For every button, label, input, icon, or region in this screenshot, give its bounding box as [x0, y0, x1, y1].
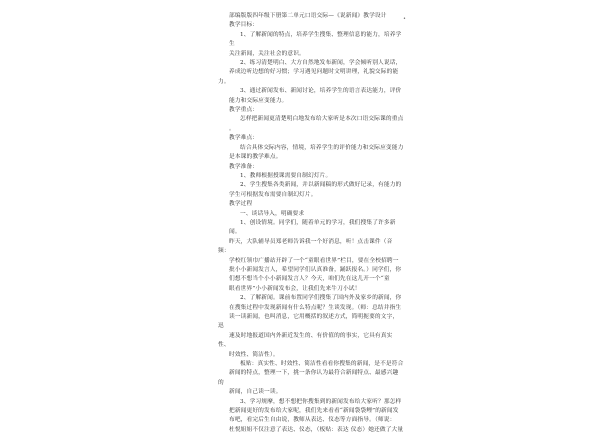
paragraph-line: 一、谈话导入，明确要求 — [240, 210, 305, 217]
paragraph-line: 学校红领巾广播站开辟了一个“童眼看世界”栏目，要在全校招聘一 — [229, 257, 399, 264]
paragraph — [218, 360, 404, 398]
paragraph — [229, 115, 404, 134]
paragraph-line: 板贴：真实性、时效性、简洁性看看你搜集的新闻，是不是符合 — [240, 361, 404, 368]
paragraph-line: 。 — [229, 125, 235, 132]
paragraph-line: 新闻，自己读一读。 — [229, 389, 282, 396]
paragraph-line: 学生可根据发布需要自制幻灯片。 — [229, 191, 317, 198]
paragraph-line: 1、教师根据授课需要自制幻灯片。 — [240, 172, 332, 179]
paragraph — [229, 181, 404, 200]
section-heading: 教学准备： — [229, 163, 259, 170]
paragraph — [218, 294, 404, 360]
document-title: 部编版版四年级下册第二单元口语交际—《说新闻》教学设计 — [229, 13, 387, 19]
paragraph — [218, 59, 404, 87]
paragraph-line: 3、通过新闻发布、新闻讨论，培养学生的语言表达能力，评价 — [240, 88, 402, 95]
paragraph-line: 速及时地报道国内外新近发生的、有价值的的事实，它具有真实性、 — [218, 332, 393, 349]
paragraph-line: 批小小新闻发言人，希望同学们认真准备，踊跃报名。）同学们，你 — [229, 266, 402, 273]
paragraph-line: 是本课的教学难点。 — [229, 154, 282, 161]
lesson-plan-body — [218, 12, 404, 435]
paragraph-line: 能力和交际应变能力。 — [229, 97, 288, 104]
paragraph-line: 杜悦姐姐不仅注意了表达、仪态，（板贴：表达 仪态）她还做了大量 — [229, 426, 404, 433]
paragraph — [218, 219, 404, 294]
paragraph — [229, 210, 404, 219]
paragraph-line: 2、学生搜集各类新闻，并以新闻稿的形式做好记录，有能力的 — [240, 182, 402, 189]
paragraph-line: 读一读新闻，也叫消息，它用概括的叙述方式，简明扼要的文字，迅 — [218, 314, 399, 330]
paragraph-line: 把新闻更好的发布给大家呢，我们先来看看“新闻袋袋鲤”的新闻发 — [229, 408, 399, 415]
paragraph-line: 3、学习规摩，想不想把你搜集到的新闻发布给大家听？那怎样 — [240, 398, 402, 405]
section-heading: 教学目标： — [229, 22, 259, 29]
paragraph — [229, 31, 404, 59]
paragraph-line: 养成边听边想的好习惯；学习遇见问题时文明讲理，礼貌交际的能力。 — [218, 69, 399, 85]
paragraph-line: 2、了解新闻。课前布置同学们搜集了国内外及家乡的新闻，你 — [240, 295, 402, 302]
section-heading: 教学难点： — [229, 135, 259, 142]
paragraph-line: 关注新闻，关注社会的意识。 — [229, 50, 305, 57]
paragraph-line: 怎样把新闻更清楚明白地发布给大家听是本次口语交际课的重点 — [240, 116, 404, 123]
paragraph-line: 1、了解新闻的特点，培养学生搜集、整理信息的能力，培养学生 — [229, 31, 402, 48]
paragraph — [229, 144, 404, 163]
paragraph-line: 们想不想当个小小新闻发言人？今天，咱们先在这儿开一个“童 — [229, 276, 390, 283]
section-heading: 教学重点： — [229, 107, 259, 114]
paragraph-line: 昨天，大队辅导员郑老师告诉我一个好消息，听！点击课件（音频： — [218, 238, 393, 255]
paragraph-line: 1、创设情境。同学们，随着单元的学习，我们搜集了许多新闻。 — [229, 219, 396, 236]
paragraph-line: 2、练习清楚明白、大方自然地发布新闻，学会倾听别人说话， — [240, 60, 402, 67]
paragraph-line: 眼看世界”小小新闻发布会，让我们先来牛刀小试！ — [229, 285, 361, 292]
section-heading: 教学过程 — [229, 201, 253, 208]
paragraph-line: 在搜集过程中发现新闻有什么特点呢？生谈发现。（师：总结并指生 — [229, 304, 402, 311]
paragraph — [229, 172, 404, 181]
paragraph-line: 结合具体交际内容，情境，培养学生的评价能力和交际应变能力 — [240, 144, 404, 151]
paragraph — [229, 398, 404, 435]
paragraph — [229, 87, 404, 106]
paragraph-line: 时效性、简洁性）。 — [229, 351, 279, 358]
paragraph-line: 新闻的特点，整理一下，挑一条你认为最符合新闻特点、最感兴趣的 — [218, 370, 399, 386]
corner-mark: • — [403, 16, 406, 22]
sections-container — [218, 21, 404, 435]
paragraph-line: 布吧，看完后生自由说，教师从表达、仪态等方面指导。（师说： — [229, 417, 396, 424]
